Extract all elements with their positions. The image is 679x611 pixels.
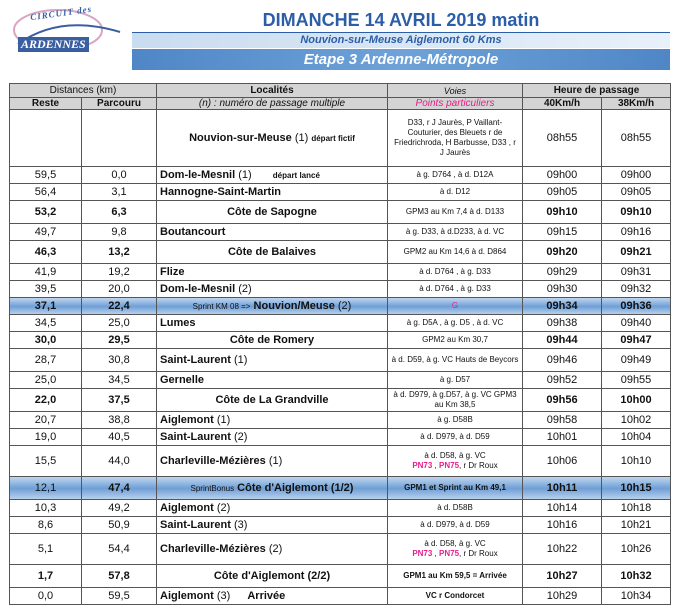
time-40-cell: 10h16 (523, 517, 602, 534)
voies-cell: VC r Condorcet (388, 588, 523, 605)
parcouru-cell: 9,8 (82, 224, 157, 241)
heure-header: Heure de passage (523, 84, 671, 98)
passage-number: (3) (216, 590, 231, 602)
voies-cell: à d. D764 , à g. D33 (388, 281, 523, 298)
time-38-cell: 10h26 (602, 534, 671, 565)
time-40-cell: 09h44 (523, 332, 602, 349)
parcouru-cell: 47,4 (82, 477, 157, 500)
table-row-sprint-bonus (10, 477, 671, 500)
passage-number: (1) (268, 455, 283, 467)
localite-name: Aiglemont (160, 590, 214, 602)
reste-cell: 28,7 (10, 349, 82, 372)
parcouru-cell: 37,5 (82, 389, 157, 412)
table-row (10, 588, 671, 605)
localite-note: Arrivée (247, 590, 286, 602)
voies-cell: à d. D58, à g. VC PN73 , PN75, r Dr Roux (388, 534, 523, 565)
voies-cell: GPM3 au Km 7,4 à d. D133 (388, 201, 523, 224)
passage-number: (2) (233, 431, 248, 443)
reste-cell: 10,3 (10, 500, 82, 517)
voies-cell: à d. D764 , à g. D33 (388, 264, 523, 281)
page-title: DIMANCHE 14 AVRIL 2019 matin (132, 8, 670, 34)
time-38-cell: 09h00 (602, 167, 671, 184)
localite-name: Saint-Laurent (160, 519, 231, 531)
time-38-cell: 09h05 (602, 184, 671, 201)
voies-cell: à g. D57 (388, 372, 523, 389)
time-38-cell: 09h16 (602, 224, 671, 241)
localite-cell (157, 281, 388, 298)
railway-crossing-label: PN73 (412, 549, 433, 558)
time-40-cell: 09h15 (523, 224, 602, 241)
time-40-cell: 09h30 (523, 281, 602, 298)
reste-cell: 53,2 (10, 201, 82, 224)
speed-38-header: 38Km/h (602, 98, 671, 110)
passage-number: (2) (216, 502, 231, 514)
reste-cell: 41,9 (10, 264, 82, 281)
time-38-cell: 10h21 (602, 517, 671, 534)
parcouru-cell: 3,1 (82, 184, 157, 201)
reste-cell: 20,7 (10, 412, 82, 429)
localite-name: Nouvion-sur-Meuse (189, 132, 292, 144)
localite-cell (157, 534, 388, 565)
time-40-cell: 10h11 (523, 477, 602, 500)
localite-cell: Gernelle (157, 372, 388, 389)
reste-cell: 19,0 (10, 429, 82, 446)
voies-cell: à g. D58B (388, 412, 523, 429)
time-38-cell: 09h31 (602, 264, 671, 281)
parcouru-cell: 13,2 (82, 241, 157, 264)
table-row (10, 241, 671, 264)
table-row-sprint (10, 298, 671, 315)
time-38-cell: 10h04 (602, 429, 671, 446)
table-row (10, 224, 671, 241)
reste-cell: 5,1 (10, 534, 82, 565)
localite-name: Aiglemont (160, 414, 214, 426)
localite-cell: Lumes (157, 315, 388, 332)
voies-cell: D33, r J Jaurès, P Vaillant-Couturier, des Bleuets r de Friedrichroda, H Barbusse, D33 , r J Jaurès (388, 110, 523, 167)
reste-cell (10, 110, 82, 167)
reste-cell: 59,5 (10, 167, 82, 184)
speed-40-header: 40Km/h (523, 98, 602, 110)
localite-cell (157, 298, 388, 315)
voies-cell: GPM2 au Km 14,6 à d. D864 (388, 241, 523, 264)
parcouru-header: Parcouru (82, 98, 157, 110)
reste-cell: 34,5 (10, 315, 82, 332)
parcouru-cell: 40,5 (82, 429, 157, 446)
localite-cell (157, 412, 388, 429)
localite-cell (157, 446, 388, 477)
time-38-cell: 09h49 (602, 349, 671, 372)
passage-number: (3) (233, 519, 248, 531)
reste-cell: 49,7 (10, 224, 82, 241)
time-38-cell: 09h55 (602, 372, 671, 389)
parcouru-cell: 49,2 (82, 500, 157, 517)
voies-cell: G (388, 298, 523, 315)
table-row (10, 500, 671, 517)
time-40-cell: 09h00 (523, 167, 602, 184)
table-row (10, 184, 671, 201)
table-row (10, 281, 671, 298)
parcouru-cell: 44,0 (82, 446, 157, 477)
parcouru-cell: 22,4 (82, 298, 157, 315)
parcouru-cell: 57,8 (82, 565, 157, 588)
passage-number: (1) (233, 354, 248, 366)
parcouru-cell: 50,9 (82, 517, 157, 534)
logo-ardennes-text: ARDENNES (18, 37, 89, 52)
voies-cell: à d. D58B (388, 500, 523, 517)
localite-name: Saint-Laurent (160, 354, 231, 366)
passage-number: (2) (238, 283, 252, 295)
parcouru-cell: 19,2 (82, 264, 157, 281)
localite-cell (157, 588, 388, 605)
reste-cell: 1,7 (10, 565, 82, 588)
localite-name: Charleville-Mézières (160, 543, 266, 555)
voies-cell: GPM1 au Km 59,5 = Arrivée (388, 565, 523, 588)
reste-cell: 30,0 (10, 332, 82, 349)
voies-cell: GPM2 au Km 30,7 (388, 332, 523, 349)
localite-name: Côte d'Aiglemont (1/2) (237, 482, 354, 494)
voies-text: à d. D58, à g. VC (424, 451, 486, 460)
time-40-cell: 10h06 (523, 446, 602, 477)
time-40-cell: 10h01 (523, 429, 602, 446)
localite-cell: Côte de Romery (157, 332, 388, 349)
table-header-row (10, 84, 671, 98)
time-38-cell: 10h00 (602, 389, 671, 412)
reste-cell: 46,3 (10, 241, 82, 264)
time-40-cell: 09h52 (523, 372, 602, 389)
table-row (10, 332, 671, 349)
parcouru-cell: 20,0 (82, 281, 157, 298)
time-38-cell: 10h32 (602, 565, 671, 588)
stage-banner: Etape 3 Ardenne-Métropole (132, 49, 670, 70)
time-40-cell: 09h56 (523, 389, 602, 412)
table-row (10, 349, 671, 372)
voies-text: , r Dr Roux (459, 461, 498, 470)
localite-cell (157, 167, 388, 184)
reste-cell: 39,5 (10, 281, 82, 298)
voies-cell: à d. D12 (388, 184, 523, 201)
table-row (10, 517, 671, 534)
localite-cell (157, 110, 388, 167)
time-40-cell: 09h29 (523, 264, 602, 281)
time-38-cell: 10h10 (602, 446, 671, 477)
localites-header: Localités (157, 84, 388, 98)
localite-cell: Boutancourt (157, 224, 388, 241)
parcouru-cell (82, 110, 157, 167)
table-row (10, 429, 671, 446)
voies-cell: à d. D979, à d. D59 (388, 517, 523, 534)
localite-cell: Côte de La Grandville (157, 389, 388, 412)
logo-circuit-text: CIRCUIT des (29, 3, 93, 23)
time-40-cell: 10h22 (523, 534, 602, 565)
table-row (10, 315, 671, 332)
localite-name: Saint-Laurent (160, 431, 231, 443)
voies-text: à d. D58, à g. VC (424, 539, 486, 548)
passage-number: (1) (238, 169, 252, 181)
localite-note: départ fictif (311, 134, 355, 143)
time-40-cell: 09h05 (523, 184, 602, 201)
parcouru-cell: 29,5 (82, 332, 157, 349)
time-40-cell: 10h14 (523, 500, 602, 517)
time-38-cell: 10h34 (602, 588, 671, 605)
reste-cell: 0,0 (10, 588, 82, 605)
time-38-cell: 08h55 (602, 110, 671, 167)
table-row (10, 446, 671, 477)
localite-cell: Hannogne-Saint-Martin (157, 184, 388, 201)
parcouru-cell: 54,4 (82, 534, 157, 565)
table-row (10, 389, 671, 412)
localite-cell: Flize (157, 264, 388, 281)
railway-crossing-label: PN75 (439, 549, 460, 558)
localite-name: Charleville-Mézières (160, 455, 266, 467)
voies-cell: à g. D764 , à d. D12A (388, 167, 523, 184)
voies-cell: à d. D979, à d. D59 (388, 429, 523, 446)
time-40-cell: 09h58 (523, 412, 602, 429)
parcouru-cell: 59,5 (82, 588, 157, 605)
parcouru-cell: 25,0 (82, 315, 157, 332)
parcouru-cell: 38,8 (82, 412, 157, 429)
localite-name: Aiglemont (160, 502, 214, 514)
circuit-ardennes-logo (10, 4, 128, 54)
localite-cell: Côte de Sapogne (157, 201, 388, 224)
table-row (10, 534, 671, 565)
railway-crossing-label: PN73 (412, 461, 433, 470)
reste-cell: 37,1 (10, 298, 82, 315)
passage-number: (1) (216, 414, 231, 426)
parcouru-cell: 34,5 (82, 372, 157, 389)
table-row (10, 110, 671, 167)
time-38-cell: 09h10 (602, 201, 671, 224)
table-row (10, 167, 671, 184)
time-38-cell: 10h02 (602, 412, 671, 429)
passage-number: (2) (268, 543, 283, 555)
reste-cell: 56,4 (10, 184, 82, 201)
voies-cell: à g. D33, à d.D233, à d. VC (388, 224, 523, 241)
localite-note: Sprint KM 08 => (192, 302, 251, 311)
localite-name: Dom-le-Mesnil (160, 283, 236, 295)
voies-cell: à d. D58, à g. VC PN73 , PN75, r Dr Roux (388, 446, 523, 477)
localite-cell: Côte d'Aiglemont (2/2) (157, 565, 388, 588)
time-40-cell: 10h29 (523, 588, 602, 605)
points-header: Points particuliers (388, 98, 523, 110)
reste-cell: 12,1 (10, 477, 82, 500)
voies-header: Voies (388, 84, 523, 98)
time-38-cell: 09h47 (602, 332, 671, 349)
time-38-cell: 10h18 (602, 500, 671, 517)
localite-name: Nouvion/Meuse (253, 300, 335, 312)
time-38-cell: 09h32 (602, 281, 671, 298)
voies-cell: à d. D59, à g. VC Hauts de Beycors (388, 349, 523, 372)
localite-cell (157, 500, 388, 517)
reste-cell: 8,6 (10, 517, 82, 534)
table-row (10, 565, 671, 588)
distances-header: Distances (km) (10, 84, 157, 98)
table-subheader-row (10, 98, 671, 110)
localite-cell (157, 429, 388, 446)
voies-text: , r Dr Roux (459, 549, 498, 558)
localite-name: Dom-le-Mesnil (160, 169, 236, 181)
reste-header: Reste (10, 98, 82, 110)
table-row (10, 372, 671, 389)
localite-cell: Côte de Balaives (157, 241, 388, 264)
localite-cell (157, 477, 388, 500)
time-40-cell: 09h10 (523, 201, 602, 224)
time-40-cell: 09h20 (523, 241, 602, 264)
localite-note: SprintBonus (190, 484, 235, 493)
time-40-cell: 09h46 (523, 349, 602, 372)
parcouru-cell: 30,8 (82, 349, 157, 372)
time-38-cell: 10h15 (602, 477, 671, 500)
table-row (10, 412, 671, 429)
voies-cell: à d. D979, à g.D57, à g. VC GPM3 au Km 38,5 (388, 389, 523, 412)
passage-number: (1) (294, 132, 309, 144)
itinerary-table (9, 83, 671, 605)
time-38-cell: 09h36 (602, 298, 671, 315)
time-40-cell: 08h55 (523, 110, 602, 167)
passage-number: (2) (337, 300, 352, 312)
voies-cell: GPM1 et Sprint au Km 49,1 (388, 477, 523, 500)
localite-cell (157, 349, 388, 372)
route-subtitle: Nouvion-sur-Meuse Aiglemont 60 Kms (132, 33, 670, 48)
reste-cell: 25,0 (10, 372, 82, 389)
time-40-cell: 10h27 (523, 565, 602, 588)
parcouru-cell: 0,0 (82, 167, 157, 184)
table-row (10, 264, 671, 281)
time-38-cell: 09h40 (602, 315, 671, 332)
localites-note: (n) : numéro de passage multiple (157, 98, 388, 110)
time-38-cell: 09h21 (602, 241, 671, 264)
reste-cell: 22,0 (10, 389, 82, 412)
localite-cell (157, 517, 388, 534)
time-40-cell: 09h34 (523, 298, 602, 315)
reste-cell: 15,5 (10, 446, 82, 477)
time-40-cell: 09h38 (523, 315, 602, 332)
table-row (10, 201, 671, 224)
railway-crossing-label: PN75 (439, 461, 460, 470)
localite-note: départ lancé (272, 171, 320, 180)
parcouru-cell: 6,3 (82, 201, 157, 224)
voies-cell: à g. D5A , à g. D5 , à d. VC (388, 315, 523, 332)
